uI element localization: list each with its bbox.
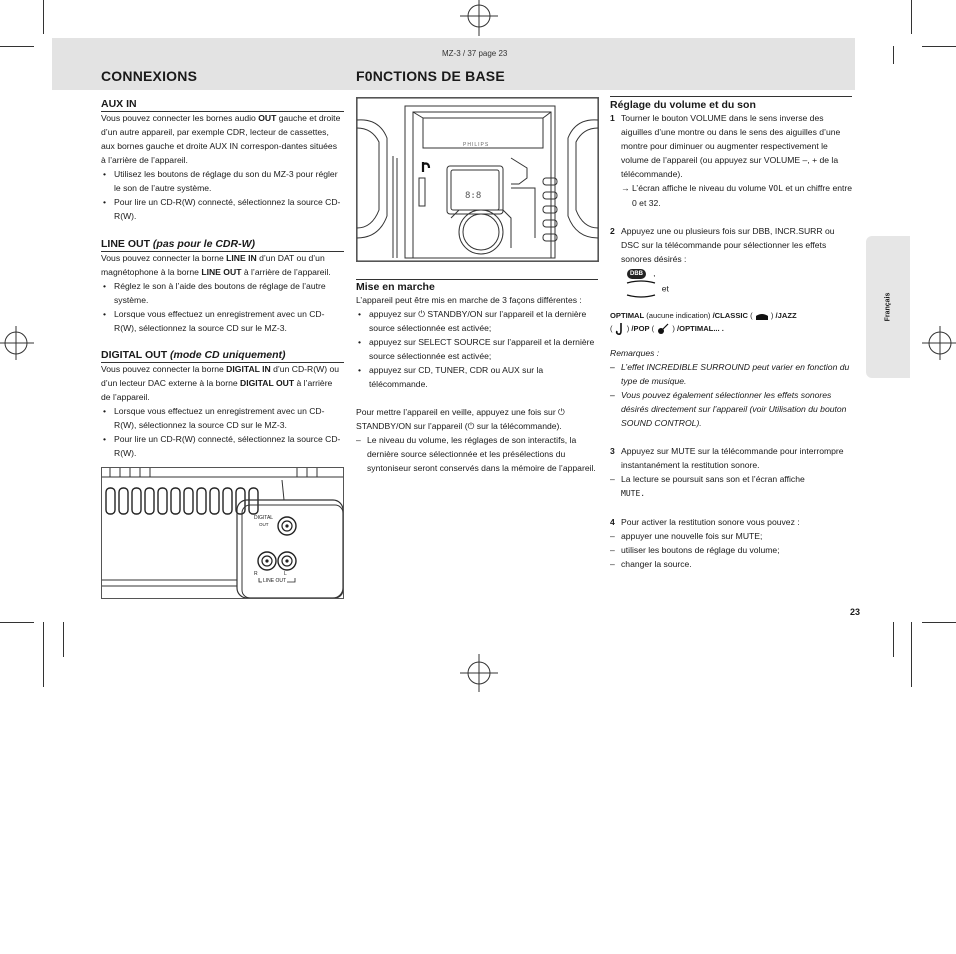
svg-text:8:8: 8:8: [465, 191, 482, 201]
incredible-line: et: [625, 280, 853, 300]
saxophone-icon: [615, 322, 625, 336]
mise-en-marche-bullet: • appuyez sur CD, TUNER, CDR ou AUX sur la télécommande.: [356, 363, 598, 391]
effects-line-2: ( ) /POP ( ) /OPTIMAL... .: [610, 322, 853, 336]
line-out-paragraph: Vous pouvez connecter la borne LINE IN d’un DAT ou d’un magnétophone à la borne LINE OUT à l’arrière de l’appareil.: [101, 253, 331, 277]
volume-title: Réglage du volume et du son: [610, 99, 756, 111]
mise-en-marche-text: [356, 293, 598, 475]
line-out-section: [101, 238, 344, 335]
volume-text: [610, 111, 853, 571]
volume-section: [610, 99, 853, 571]
crop-mark: [0, 46, 34, 47]
registration-mark-top: [458, 0, 500, 36]
divider: [101, 111, 344, 112]
rear-panel-illustration: [101, 467, 344, 599]
language-tab-label: Français: [884, 292, 892, 322]
digital-out-paragraph: Vous pouvez connecter la borne DIGITAL IN d’un CD-R(W) ou d’un lecteur DAC externe à la borne DIGITAL OUT à l’arrière de l’appareil.: [101, 364, 340, 402]
mise-en-marche-section: [356, 279, 598, 475]
aux-in-paragraph: Vous pouvez connecter les bornes audio OUT gauche et droite d’un autre appareil, par exemple CDR, lecteur de cassettes, aux bornes gauche et droite AUX IN correspon-dantes situées à l’arrière de l’appareil.: [101, 113, 341, 165]
step-3-dash: – La lecture se poursuit sans son et l’écran affiche MUTE.: [610, 472, 853, 501]
line-out-bullet: • Lorsque vous effectuez un enregistrement avec un CD-R(W), sélectionnez la source CD sur le MZ-3.: [101, 307, 344, 335]
out-label: OUT: [259, 522, 269, 527]
mise-en-marche-bullet: • appuyez sur SELECT SOURCE sur l’appareil et la dernière source sélectionnée est activée;: [356, 335, 598, 363]
page-reference: MZ-3 / 37 page 23: [442, 49, 508, 58]
standby-dash: – Le niveau du volume, les réglages de son interactifs, la dernière source sélectionnée et les présélections du syntoniseur seront conservés dans la mémoire de l’appareil.: [356, 433, 598, 475]
fonctions-title: F0NCTIONS DE BASE: [356, 68, 505, 84]
crop-mark: [893, 622, 894, 657]
digital-out-title: DIGITAL OUT (mode CD uniquement): [101, 349, 286, 361]
crop-mark: [63, 622, 64, 657]
crop-mark: [911, 622, 912, 687]
line-out-text: [101, 251, 344, 335]
dbb-line: DBB ,: [627, 266, 853, 280]
front-panel-drawing: [357, 98, 598, 261]
step-1: 1 Tourner le bouton VOLUME dans le sens inverse des aiguilles d’une montre ou dans le sens des aiguilles d’une montre pour diminuer ou augmenter respectivement le volume de l’appareil (ou appuyez sur VOLUME –, + de la télécommande).: [610, 113, 841, 179]
incredible-surround-logo-icon: [625, 280, 657, 298]
divider: [101, 251, 344, 252]
aux-in-bullet: • Pour lire un CD-R(W) connecté, sélectionnez la source CD-R(W).: [101, 195, 344, 223]
aux-in-title: AUX IN: [101, 98, 137, 110]
crop-mark: [893, 46, 894, 64]
step-3: 3 Appuyez sur MUTE sur la télécommande pour interrompre instantanément la restitution sonore.: [610, 446, 844, 470]
line-out-bullet: • Réglez le son à l’aide des boutons de réglage de l’autre système.: [101, 279, 344, 307]
mise-en-marche-title: Mise en marche: [356, 281, 435, 293]
r-label: R: [254, 571, 258, 577]
remarks-title: Remarques :: [610, 348, 660, 358]
brand-logo: PHILIPS: [463, 142, 490, 148]
step-4: 4 Pour activer la restitution sonore vous pouvez :: [610, 517, 800, 527]
digital-out-bullet: • Pour lire un CD-R(W) connecté, sélectionnez la source CD-R(W).: [101, 432, 344, 460]
registration-mark-bottom: [458, 652, 500, 694]
crop-mark: [922, 46, 956, 47]
rear-panel-drawing: [102, 468, 343, 598]
digital-out-section: [101, 349, 344, 460]
crop-mark: [922, 622, 956, 623]
digital-label: DIGITAL: [254, 515, 274, 521]
step-4-dash: – changer la source.: [610, 557, 853, 571]
digital-out-text: [101, 362, 344, 460]
remark-item: – L’effet INCREDIBLE SURROUND peut varier en fonction du type de musique.: [610, 360, 853, 388]
divider: [610, 96, 852, 97]
mise-en-marche-bullet: • appuyez sur ⏻ STANDBY/ON sur l’appareil et la dernière source sélectionnée est activée;: [356, 307, 598, 335]
page-number: 23: [850, 607, 861, 617]
step-4-dash: – utiliser les boutons de réglage du volume;: [610, 543, 853, 557]
line-out-label: LINE OUT: [263, 578, 287, 584]
remark-item: – Vous pouvez également sélectionner les effets sonores désirés directement sur l’appareil (voir Utilisation du bouton SOUND CONTROL).: [610, 388, 853, 430]
l-label: L: [284, 571, 287, 577]
piano-icon: [755, 312, 769, 321]
step-2: 2 Appuyez une ou plusieurs fois sur DBB, INCR.SURR ou DSC sur la télécommande pour sélectionner les effets sonores désirés :: [610, 226, 835, 264]
dbb-badge: DBB: [627, 269, 646, 279]
standby-paragraph: Pour mettre l’appareil en veille, appuyez une fois sur ⏻ STANDBY/ON sur l’appareil (⏻ sur la télécommande).: [356, 407, 565, 431]
crop-mark: [0, 622, 34, 623]
registration-mark-left: [0, 322, 34, 364]
aux-in-bullet: • Utilisez les boutons de réglage du son du MZ-3 pour régler le son de l’autre système.: [101, 167, 344, 195]
crop-mark: [911, 0, 912, 34]
language-tab: [866, 236, 910, 378]
registration-mark-right: [922, 322, 956, 364]
connexions-title: CONNEXIONS: [101, 68, 198, 84]
front-panel-illustration: [356, 97, 599, 262]
guitar-icon: [656, 322, 670, 336]
divider: [356, 279, 598, 280]
aux-in-section: [101, 98, 344, 223]
crop-mark: [43, 0, 44, 34]
aux-in-text: [101, 111, 344, 223]
step-4-dash: – appuyer une nouvelle fois sur MUTE;: [610, 529, 853, 543]
crop-mark: [43, 622, 44, 687]
divider: [101, 362, 344, 363]
step-1-result: → L’écran affiche le niveau du volume VOL et un chiffre entre 0 et 32.: [621, 181, 853, 210]
line-out-title: LINE OUT (pas pour le CDR-W): [101, 238, 255, 250]
effects-line-1: OPTIMAL (aucune indication) /CLASSIC ( ) /JAZZ: [610, 311, 797, 320]
mise-en-marche-intro: L’appareil peut être mis en marche de 3 façons différentes :: [356, 295, 582, 305]
digital-out-bullet: • Lorsque vous effectuez un enregistrement avec un CD-R(W), sélectionnez la source CD sur le MZ-3.: [101, 404, 344, 432]
